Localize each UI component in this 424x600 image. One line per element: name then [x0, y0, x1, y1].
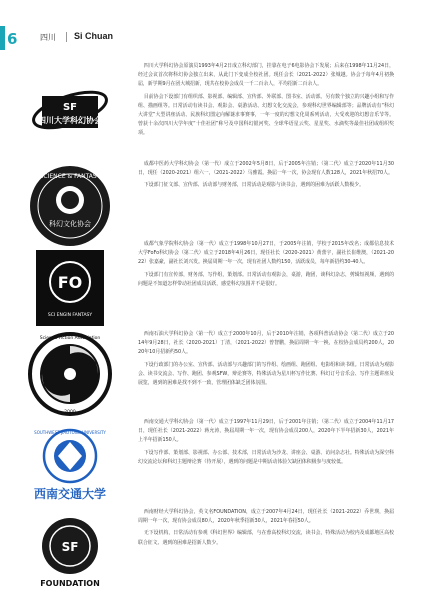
region-name-chinese: 四川: [40, 33, 56, 42]
entry-paragraph: 西南财经大学科幻协会，英文名FOUNDATION，成立于2007年4月24日，现任社长（2021-2022）乔世瑛，换届周期一年一次，现有协会成员80人，2020年秋季招新30人，2021年春招50人。: [138, 509, 394, 525]
logo-wordmark: 四川大学科幻协会: [38, 116, 102, 125]
entry-text: [138, 508, 394, 551]
logo-center-text: FO: [57, 273, 83, 292]
page-accent-bar: [0, 26, 5, 50]
entry-paragraph: 目前协会下设部门有组织部、影视部、编辑部、宣传部、外联部、图书室、活动部。另有数个独立的兴趣小组和写作组、描画组等。日常活动有读书会、观影会、桌游活动、幻想文化交流会，参观科幻世界编辑部等；品牌活动有“科幻大讲堂”大型讲座活动、民族科幻图定向解谜求事赛事，一年一度的幻想文化周系列活动，大受欢迎的幻想音乐节等。曾获十余次四川大学年度“十佳社团”称号及中国科幻银河奖、全球华语星云奖、星星奖、水滴奖等最佳社团或组织奖项。: [138, 93, 394, 137]
page-number: 6: [7, 30, 18, 48]
logo-center-text: 科幻文化协会: [49, 220, 91, 228]
swjtu-sf-association-logo-icon: [28, 422, 112, 506]
entry-text: [138, 240, 394, 292]
region-name-english: Si Chuan: [74, 31, 114, 41]
entry-paragraph: 成都气象学院科幻协会（第一代）成立于1998年10月27日，于2005年注销，学校于2015年改名；成都信息技术大学FoFo科幻协会（第二代）成立于2018年4月26日，现任社长（2020-2021）黄蕾宇，副社长崔维澳，（2021-2022）张嘉豪，副社长刘兴发。换届周期一年一次，现有社团人数约150，活跃成员，每年新招约30-40人。: [138, 241, 394, 266]
logo-badge-text: SF: [61, 540, 79, 554]
chengdu-information-fofo-sf-logo-icon: [28, 246, 112, 330]
entry-text: [138, 418, 394, 470]
entry-paragraph: 四川大学科幻协会原演员1993年4月2日成立科幻部门，挂靠在电子6电影协会下发展；后来在1998年11月24日，经过会议首次将科幻协会独立出来，从此门下变成全校社团。现任会长（2021-2022）张城越。协会于每年4月初换届，新学期9月在团大城招新，现共在校协会成员一千二百余人，平均招新二百余人。: [138, 63, 394, 88]
logo-center-text: FOUNDATION: [40, 579, 100, 588]
entry-paragraph: 下设部门有宣传部，财务部，写作组，策划部。日常活动有观影会，桌游，跑团，谈科幻杂志，剪辑短视频，遇到的问题是不知道怎样带动社团成员活跃，感觉科幻氛围并不是很好。: [138, 271, 394, 287]
logo-ring-text: SOUTHWEST JIAOTONG UNIVERSITY: [34, 430, 106, 435]
science-fantasy-association-logo-icon: [28, 164, 112, 248]
swpu-sf-association-logo-icon: [28, 332, 112, 416]
logo-alt-text: SF: [62, 102, 78, 113]
entry-text: [138, 330, 394, 391]
logo-wordmark: 西南交通大学: [33, 487, 107, 501]
header-divider: [66, 32, 67, 42]
logo-sub-text: SCI ENGIN FANTASY: [47, 313, 93, 318]
entry-paragraph: 成都中医药大学科幻协会（第一代）成立于2002年5月8日，后于2005年注销；（第二代）成立于2020年11月30日，现任（2020-2021）组六一，（2021-2022）马雅霞。换届一年一次，协会现有人数128人，2021年秋招70人。: [138, 161, 394, 177]
page-header: [0, 26, 424, 50]
entry-text: [138, 160, 394, 194]
swufe-foundation-logo-icon: [28, 510, 112, 594]
logo-ring-text: Science Fiction Association: [39, 336, 101, 341]
sichuan-university-sf-association-logo-icon: [28, 68, 112, 152]
entry-paragraph: 西南石油大学科幻协会（第一代）成立于2000年10月，后于2010年注销，各项科普活动协会（第二代）成立于2014年9月28日，社长（2020-2021）丁清，（2021-2022）曾智鹏，换届周期一年一换，在校协会成员约200人，2020年10月招新约50人。: [138, 331, 394, 356]
entry-paragraph: 下设部门征文部、宣传部、活动部与财务部，日常活动是观影与读书会，遇到的困难为活跃人数极少。: [143, 182, 364, 189]
entry-paragraph: 下设写作部、策划部、影视部、办公部、技术部，日常活动为沙龙、讲座会、桌游、访问杂志社。特殊活动为深空科幻交流论坛和科幻主题辩论赛（待开展），遇到的问题是中期活动体验欠缺团体积极参与度较低。: [138, 449, 394, 465]
entry-text: [138, 62, 394, 142]
logo-year-text: 2000: [64, 410, 76, 415]
entry-paragraph: 下设行政部门的办公室、宣传部、活动部与兴趣部门的写作组、绘画组、跑团组、电影组和读书组。日常活动为观影会、读书交流会、写作、跑团、参观SFW，辩论赛等，特殊活动为星川杯写作比赛、科幻订号音乐会、写作主题讲座及展览，遇到的困难是找不到不一致，管理团体缺乏团体氛围。: [138, 361, 394, 387]
entry-paragraph: 西南交通大学科幻协会（第一代）成立于1997年11月29日，后于2001年注销；（第二代）成立于2004年11月17日，现任社长（2021-2022）蒋允涛，换届周期一年一次，现有协会成员200人，2020年下半年招新30人，2021年上半年招新150人。: [138, 419, 394, 444]
logo-ring-text: SCIENCE & FANTASY: [39, 173, 101, 180]
entry-paragraph: 无下设机构，日常活动有参观《科幻世界》编辑部，与在蓉高校科幻交流，读书会，特殊活动为校内及成都地区高校联合征文、遇到的困难是招新人数少。: [138, 530, 394, 546]
